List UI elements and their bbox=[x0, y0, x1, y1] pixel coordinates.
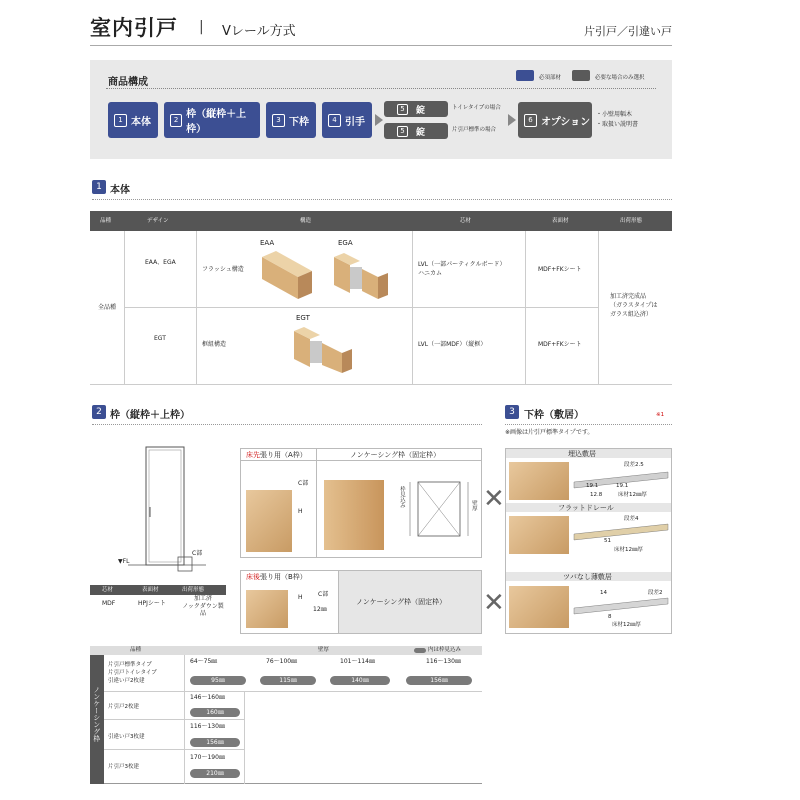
spec-shipping: 加工済 ノックダウン製品 bbox=[182, 595, 224, 617]
shipping-line-1: 加工済完成品 bbox=[610, 293, 647, 300]
row1-label-2: 片引戸トイレタイプ bbox=[108, 670, 157, 676]
sill-2-dim: 51 bbox=[604, 538, 611, 544]
sill-type-3-photo bbox=[509, 586, 569, 628]
non-casing-section-diagram bbox=[390, 470, 480, 550]
b-frame-c-label: C部 bbox=[318, 591, 329, 598]
core-lvl-mdf: LVL（一部MDF）（縦框） bbox=[418, 341, 487, 348]
row3-label: 引違い戸3枚建 bbox=[108, 734, 145, 740]
section-3-divider bbox=[505, 424, 672, 425]
sill-type-1-diagram bbox=[572, 470, 670, 494]
sill-type-1-title: 埋込敷居 bbox=[568, 450, 596, 458]
wall-thickness-label: 壁厚 bbox=[470, 500, 477, 511]
egt-cross-section bbox=[290, 323, 362, 375]
structure-frame: 框組構造 bbox=[202, 341, 227, 348]
table-legend: 内は枠見込み bbox=[428, 647, 462, 653]
legend-optional-swatch bbox=[572, 70, 590, 81]
row3-range: 116～130㎜ bbox=[190, 723, 225, 730]
non-casing-title: ノンケーシング枠（固定枠） bbox=[350, 451, 441, 459]
row1-depth-3: 140㎜ bbox=[330, 676, 390, 685]
legend-bar-icon bbox=[414, 648, 426, 653]
c-part-label: C部 bbox=[192, 550, 203, 557]
header-divider bbox=[90, 45, 672, 46]
eaa-cross-section bbox=[258, 249, 318, 301]
row4-label: 片引戸3枚建 bbox=[108, 764, 139, 770]
surface-mdf-fk-2: MDF+FKシート bbox=[538, 341, 582, 348]
non-casing-table bbox=[90, 646, 482, 784]
a-frame-wood bbox=[246, 490, 292, 552]
legend-optional-label: 必要な場合のみ選択 bbox=[595, 75, 645, 81]
row1-range-1: 64～75㎜ bbox=[190, 658, 218, 665]
th-surface: 表面材 bbox=[552, 218, 569, 224]
th-core: 芯材 bbox=[460, 218, 472, 224]
section-3-note-mark: ※1 bbox=[656, 412, 665, 418]
arrow-icon bbox=[508, 114, 516, 126]
fl-label: ▼FL bbox=[118, 558, 130, 565]
option-note-1: ・小壁用幅木 bbox=[596, 111, 633, 118]
sill-type-2-photo bbox=[509, 516, 569, 554]
row1-label-3: 引違い戸2枚建 bbox=[108, 678, 145, 684]
sill-type-1-photo bbox=[509, 462, 569, 500]
spec-th-shipping: 出荷形態 bbox=[182, 587, 205, 593]
section-2-title: 枠（縦枠＋上枠） bbox=[110, 410, 190, 421]
section-1-divider bbox=[92, 199, 672, 200]
part-handle: 4 引手 bbox=[322, 102, 372, 138]
spec-th-core: 芯材 bbox=[102, 587, 114, 593]
arrow-icon bbox=[375, 114, 383, 126]
diagram-label-eaa: EAA bbox=[260, 239, 275, 247]
row1-range-3: 101～114㎜ bbox=[340, 658, 375, 665]
part-bottom-frame: 3 下枠 bbox=[266, 102, 316, 138]
sill-3-step: 段差2 bbox=[648, 590, 663, 596]
sill-type-3-title: ツバなし薄敷居 bbox=[563, 573, 612, 581]
part-lock-toilet: 5 錠 bbox=[384, 101, 448, 117]
sill-1-dim-a: 19.1 bbox=[586, 483, 599, 489]
sill-1-floor: 床材12㎜厚 bbox=[618, 492, 647, 498]
sill-3-dim-a: 14 bbox=[600, 590, 607, 596]
row-label-all-types: 全品種 bbox=[98, 304, 117, 311]
frame-spec-table bbox=[90, 585, 226, 615]
row1-depth-4: 156㎜ bbox=[406, 676, 472, 685]
table-side-label: ノンケーシング枠 bbox=[92, 686, 101, 742]
shipping-line-3: ガラス組込済） bbox=[610, 311, 652, 318]
row4-range: 170～190㎜ bbox=[190, 754, 225, 761]
th-type: 品種 bbox=[100, 218, 112, 224]
body-table-header bbox=[90, 211, 672, 231]
sill-3-dim-b: 8 bbox=[608, 614, 612, 620]
table-th-type: 品種 bbox=[130, 647, 142, 653]
non-casing-photo bbox=[324, 480, 384, 550]
section-3-title: 下枠（敷居） bbox=[524, 410, 584, 421]
part-option: 6 オプション bbox=[518, 102, 592, 138]
row1-depth-2: 115㎜ bbox=[260, 676, 316, 685]
row4-depth: 210㎜ bbox=[190, 769, 240, 778]
row1-label-1: 片引戸標準タイプ bbox=[108, 662, 152, 668]
design-eaa-ega: EAA、EGA bbox=[145, 259, 176, 266]
b-non-casing-title: ノンケーシング枠（固定枠） bbox=[356, 598, 447, 606]
row2-label: 片引戸2枚建 bbox=[108, 704, 139, 710]
sill-1-dim-c: 12.8 bbox=[590, 492, 603, 498]
part-body: 1 本体 bbox=[108, 102, 158, 138]
b-frame-dim: 12㎜ bbox=[313, 606, 327, 613]
b-frame-title: 床後張り用（B枠） bbox=[246, 573, 307, 581]
door-types: 片引戸／引違い戸 bbox=[584, 25, 672, 38]
lock-toilet-note: トイレタイプの場合 bbox=[452, 105, 501, 111]
b-frame-h-label: H bbox=[298, 594, 303, 601]
not-applicable-icon: ✕ bbox=[483, 588, 505, 618]
surface-mdf-fk-1: MDF+FKシート bbox=[538, 266, 582, 273]
sill-type-2-diagram bbox=[572, 522, 670, 546]
frame-depth-label: 枠見込み bbox=[398, 486, 405, 508]
row1-range-4: 116～130㎜ bbox=[426, 658, 461, 665]
title-separator: | bbox=[199, 19, 204, 35]
section-1-number: 1 bbox=[92, 180, 106, 194]
a-frame-c-label: C部 bbox=[298, 480, 309, 487]
row1-depth-1: 95㎜ bbox=[190, 676, 246, 685]
th-structure: 構造 bbox=[300, 218, 312, 224]
section-2-number: 2 bbox=[92, 405, 106, 419]
section-3-number: 3 bbox=[505, 405, 519, 419]
spec-surface: HPJシート bbox=[138, 600, 166, 607]
row2-range: 146～160㎜ bbox=[190, 694, 225, 701]
section-3-note: ※画像は片引戸標準タイプです。 bbox=[505, 429, 594, 436]
sill-2-floor: 床材12㎜厚 bbox=[614, 547, 643, 553]
option-note-2: ・取扱い説明書 bbox=[596, 121, 639, 128]
page-title: 室内引戸 bbox=[90, 16, 178, 40]
legend-required-swatch bbox=[516, 70, 534, 81]
not-applicable-icon: ✕ bbox=[483, 484, 505, 514]
structure-flush: フラッシュ構造 bbox=[202, 266, 244, 273]
section-2-divider bbox=[92, 424, 482, 425]
part-lock-standard: 5 錠 bbox=[384, 123, 448, 139]
ega-cross-section bbox=[330, 249, 400, 301]
core-honeycomb: ハニカム bbox=[418, 270, 443, 277]
lock-standard-note: 片引戸標準の場合 bbox=[452, 127, 497, 133]
sill-type-3-diagram bbox=[572, 596, 670, 620]
shipping-line-2: （ガラスタイプは bbox=[610, 302, 658, 309]
part-frame: 2 枠（縦枠＋上枠） bbox=[164, 102, 260, 138]
section-1-title: 本体 bbox=[110, 185, 130, 196]
sill-2-step: 段差4 bbox=[624, 516, 639, 522]
composition-divider bbox=[106, 88, 656, 89]
sill-type-2-title: フラットドレール bbox=[558, 504, 614, 512]
page-subtitle: Vレール方式 bbox=[222, 24, 296, 39]
body-table bbox=[90, 211, 672, 385]
spec-th-surface: 表面材 bbox=[142, 587, 159, 593]
core-lvl-partial: LVL（一部パーティクルボード） bbox=[418, 261, 506, 268]
table-th-wall: 壁厚 bbox=[318, 647, 330, 653]
a-frame-title: 床先張り用（A枠） bbox=[246, 451, 307, 459]
row2-depth: 160㎜ bbox=[190, 708, 240, 717]
legend-required-label: 必須部材 bbox=[539, 75, 562, 81]
sill-3-floor: 床材12㎜厚 bbox=[612, 622, 641, 628]
sill-1-dim-b: 19.1 bbox=[616, 483, 629, 489]
composition-title: 商品構成 bbox=[108, 77, 148, 88]
diagram-label-ega: EGA bbox=[338, 239, 353, 247]
row1-range-2: 76～100㎜ bbox=[266, 658, 298, 665]
b-frame-wood bbox=[246, 590, 288, 628]
th-shipping: 出荷形態 bbox=[620, 218, 643, 224]
a-frame-h-label: H bbox=[298, 508, 303, 515]
row3-depth: 156㎜ bbox=[190, 738, 240, 747]
spec-core: MDF bbox=[102, 600, 116, 607]
sill-1-step: 段差2.5 bbox=[624, 462, 644, 468]
design-egt: EGT bbox=[154, 335, 166, 342]
th-design: デザイン bbox=[147, 218, 169, 224]
diagram-label-egt: EGT bbox=[296, 314, 310, 322]
